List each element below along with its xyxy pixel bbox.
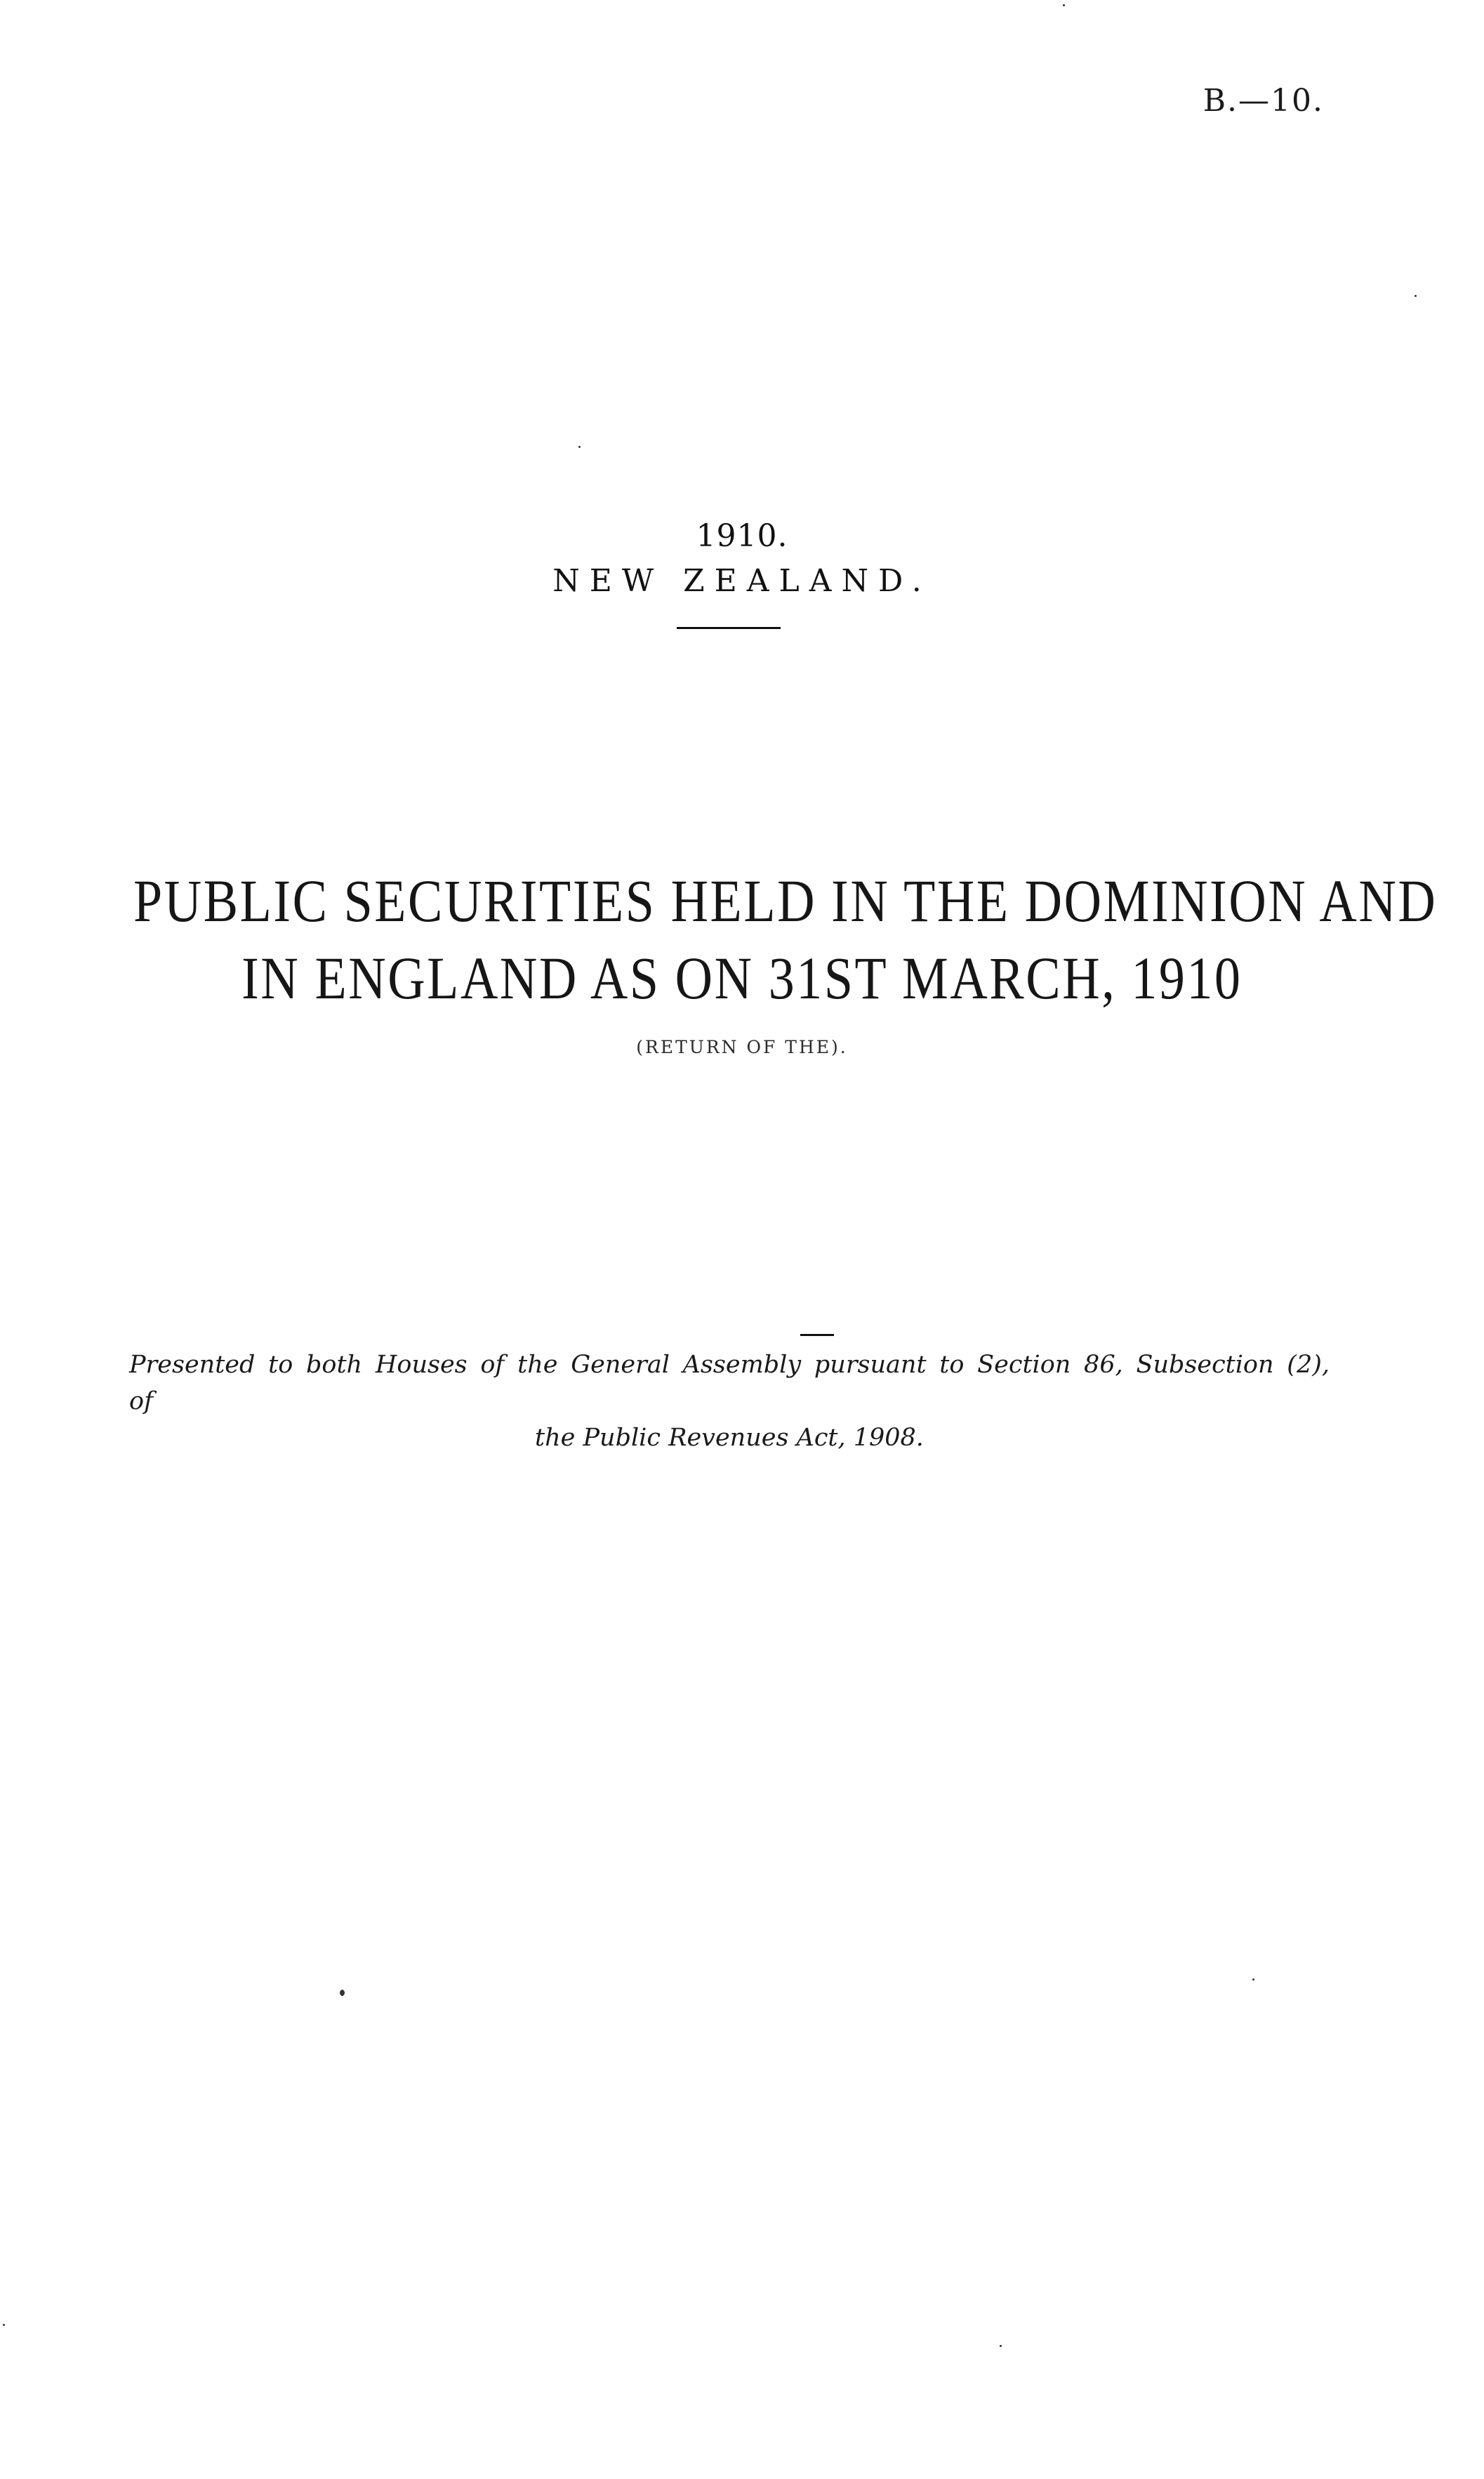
- section-divider: [800, 1334, 834, 1336]
- document-subtitle: (RETURN OF THE).: [636, 1037, 848, 1057]
- document-title: [133, 862, 1438, 1017]
- title-line-1: PUBLIC SECURITIES HELD IN THE DOMINION AND: [133, 867, 1438, 934]
- country-heading: NEW ZEALAND.: [552, 563, 932, 599]
- scan-speck: [1000, 2345, 1002, 2347]
- scan-speck: [1252, 1978, 1254, 1981]
- title-line-2: IN ENGLAND AS ON 31ST MARCH, 1910: [241, 944, 1243, 1012]
- scan-speck: [340, 1990, 345, 1996]
- scan-speck: [1063, 4, 1065, 6]
- publication-year: 1910.: [696, 518, 788, 554]
- presentation-statement: [129, 1347, 1330, 1456]
- presentation-line-1: Presented to both Houses of the General Assembly pursuant to Section 86, Subsection (2), of: [129, 1351, 1330, 1415]
- scan-speck: [578, 446, 581, 448]
- scan-speck: [3, 2324, 5, 2326]
- scan-speck: [1415, 295, 1417, 297]
- heading-divider: [677, 627, 781, 629]
- presentation-line-2: the Public Revenues Act, 1908.: [535, 1424, 924, 1452]
- paper-reference-number: B.—10.: [1203, 83, 1324, 119]
